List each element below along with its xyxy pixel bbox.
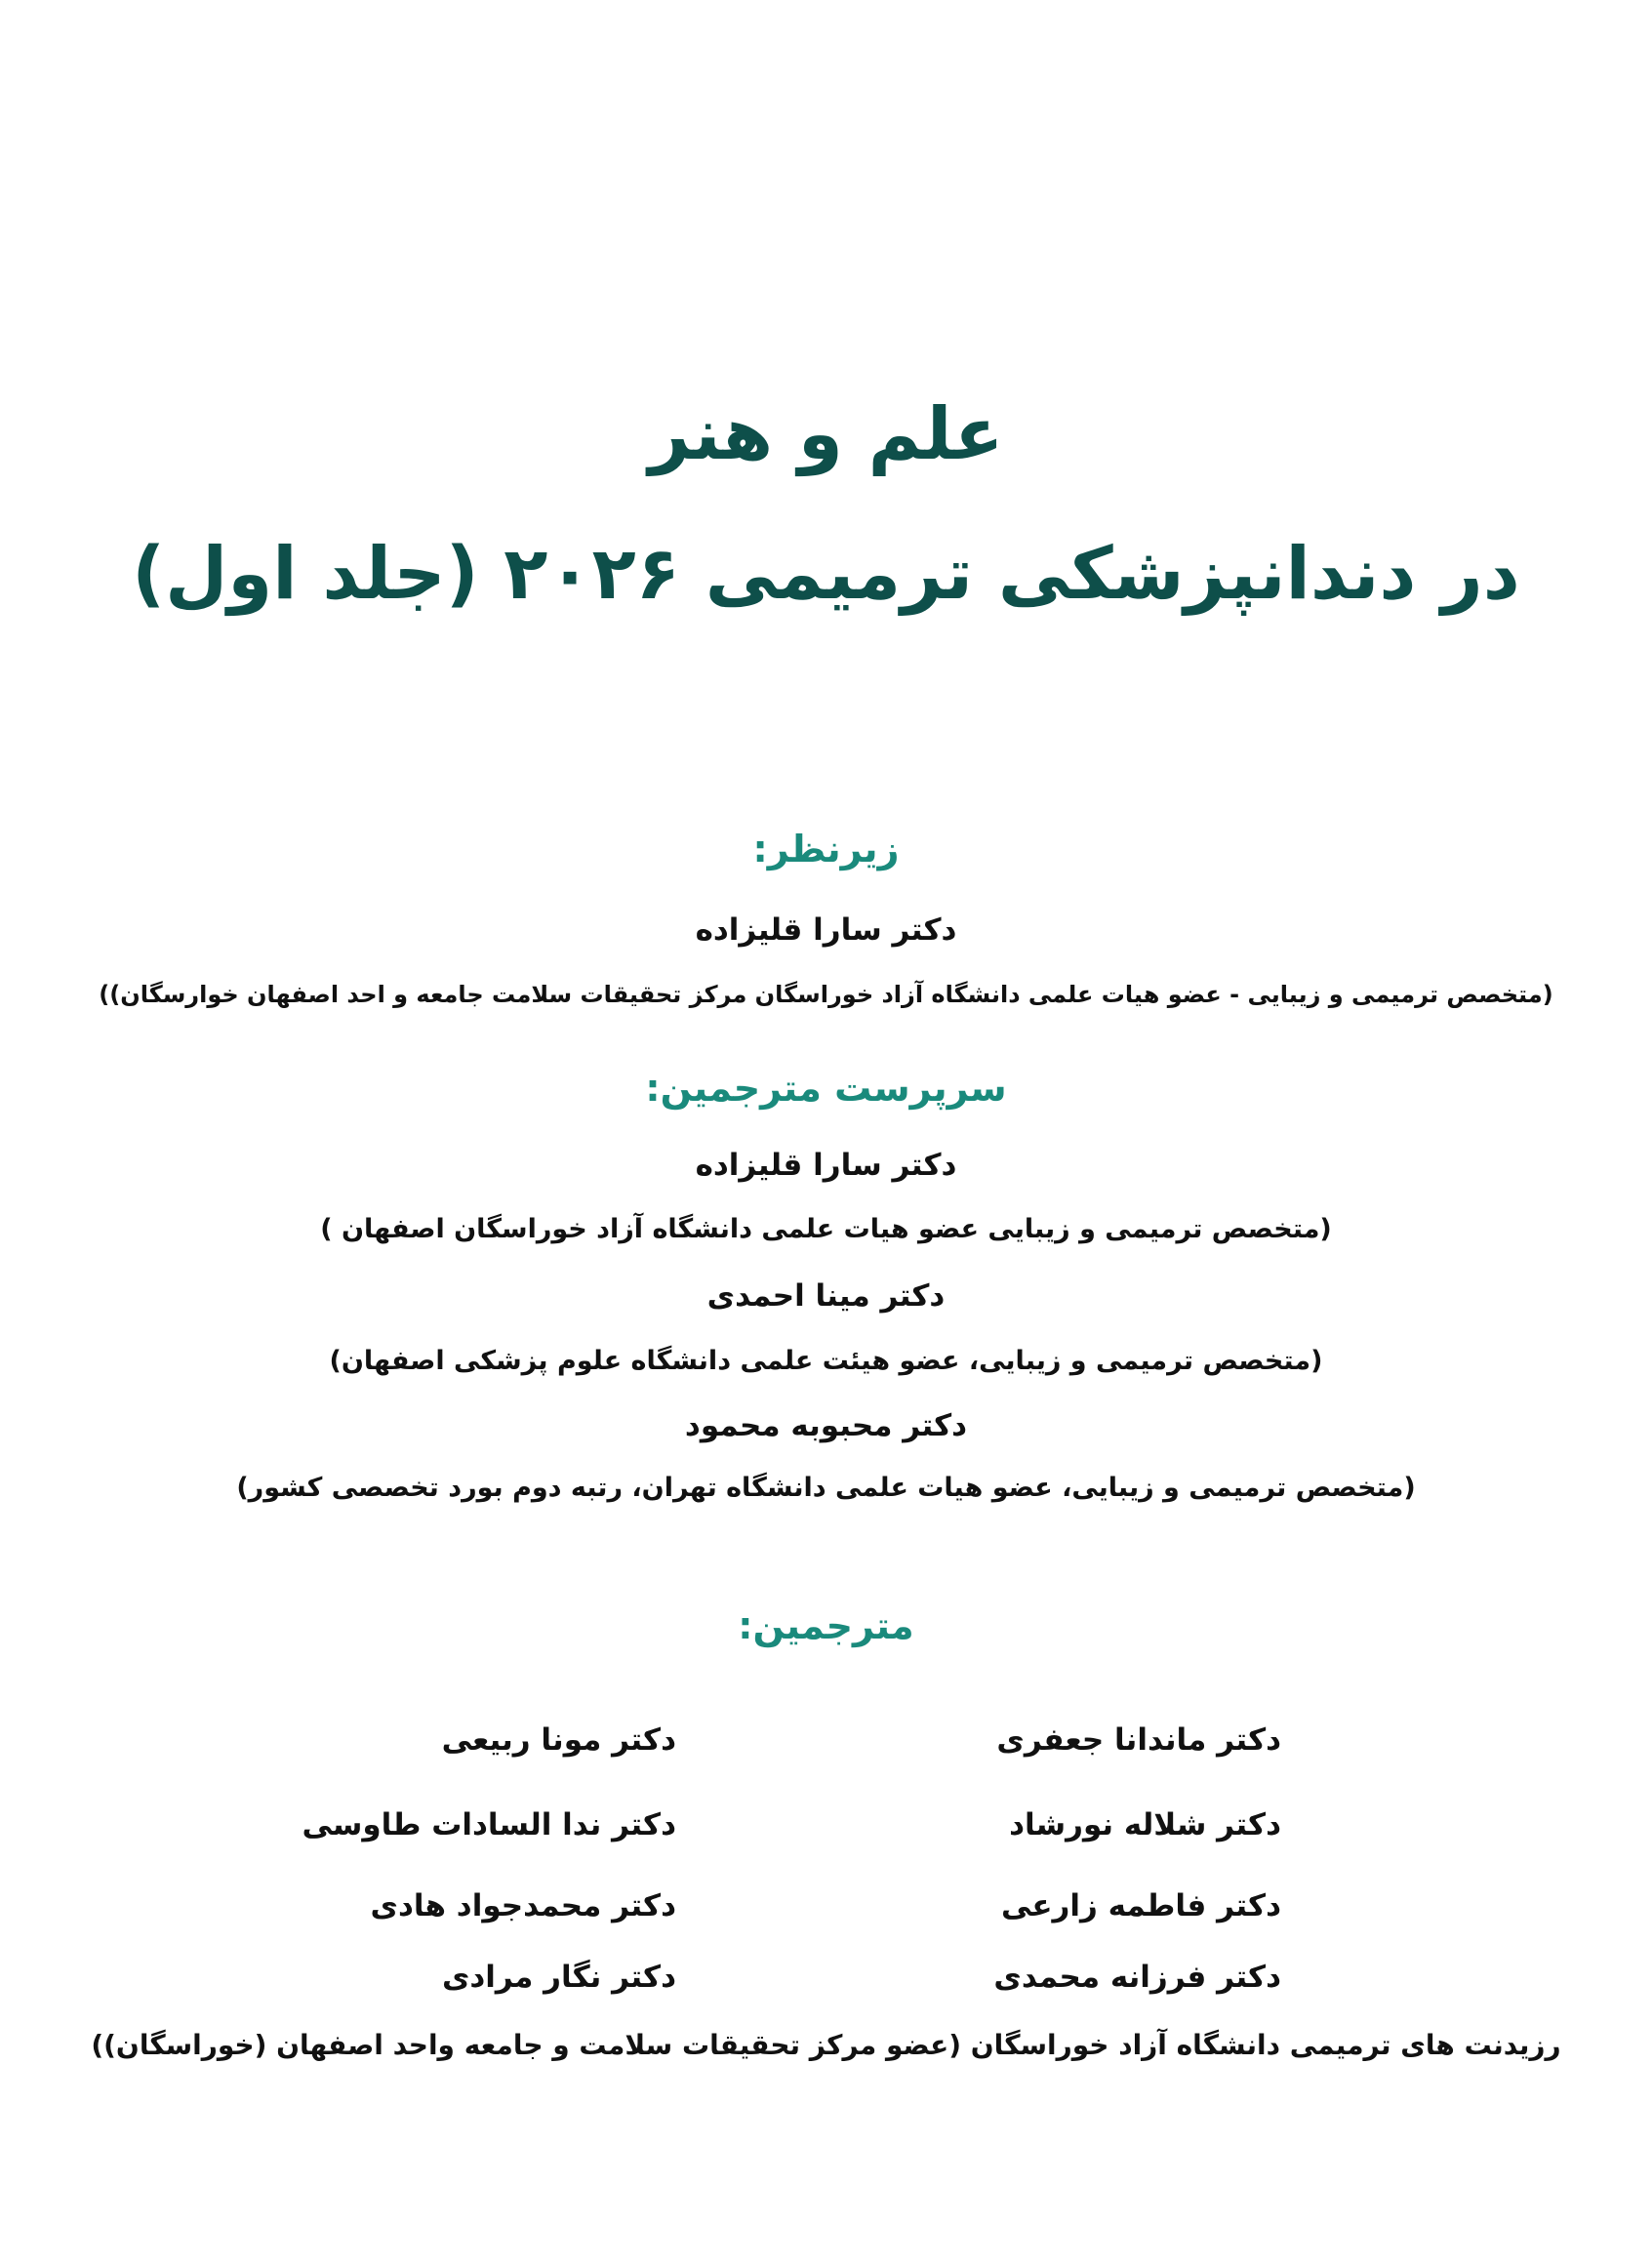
chief-translator-affiliation: (متخصص ترمیمی و زیبایی عضو هیات علمی دانشگاه آزاد خوراسگان اصفهان ) — [320, 1214, 1332, 1244]
chief-translator-name: دکتر سارا قلیزاده — [695, 1148, 957, 1183]
supervisor-name: دکتر سارا قلیزاده — [695, 912, 957, 948]
book-title-line-1: علم و هنر — [648, 392, 1004, 476]
chief-translator-affiliation: (متخصص ترمیمی و زیبایی، عضو هیئت علمی دانشگاه علوم پزشکی اصفهان) — [329, 1346, 1323, 1376]
supervisor-affiliation: (متخصص ترمیمی و زیبایی - عضو هیات علمی دانشگاه آزاد خوراسگان مرکز تحقیقات سلامت جامعه و احد اصفهان خوارسگان)) — [99, 981, 1553, 1008]
translator-name: دکتر ماندانا جعفری — [996, 1722, 1281, 1758]
translator-name: دکتر نگار مرادی — [441, 1960, 676, 1995]
translator-name: دکتر فرزانه محمدی — [993, 1960, 1281, 1995]
supervision-heading: زیرنظر: — [752, 828, 900, 870]
chief-translator-name: دکتر محبوبه محمود — [684, 1408, 968, 1443]
translator-name: دکتر شلاله نورشاد — [1009, 1807, 1281, 1842]
translator-name: دکتر محمدجواد هادی — [370, 1888, 676, 1923]
translator-name: دکتر ندا السادات طاوسی — [302, 1807, 676, 1842]
chief-translator-affiliation: (متخصص ترمیمی و زیبایی، عضو هیات علمی دانشگاه تهران، رتبه دوم بورد تخصصی کشور) — [236, 1473, 1416, 1503]
translator-name: دکتر فاطمه زارعی — [1000, 1888, 1281, 1923]
book-title-line-2: در دندانپزشکی ترمیمی ۲۰۲۶ (جلد اول) — [132, 532, 1520, 616]
chief-translators-heading: سرپرست مترجمین: — [645, 1067, 1007, 1110]
translators-heading: مترجمین: — [738, 1604, 914, 1647]
translator-name: دکتر مونا ربیعی — [441, 1722, 676, 1758]
chief-translator-name: دکتر مینا احمدی — [706, 1278, 946, 1314]
translators-footnote: رزیدنت های ترمیمی دانشگاه آزاد خوراسگان (عضو مرکز تحقیقات سلامت و جامعه واحد اصفهان (خوراسگان)) — [91, 2029, 1561, 2061]
